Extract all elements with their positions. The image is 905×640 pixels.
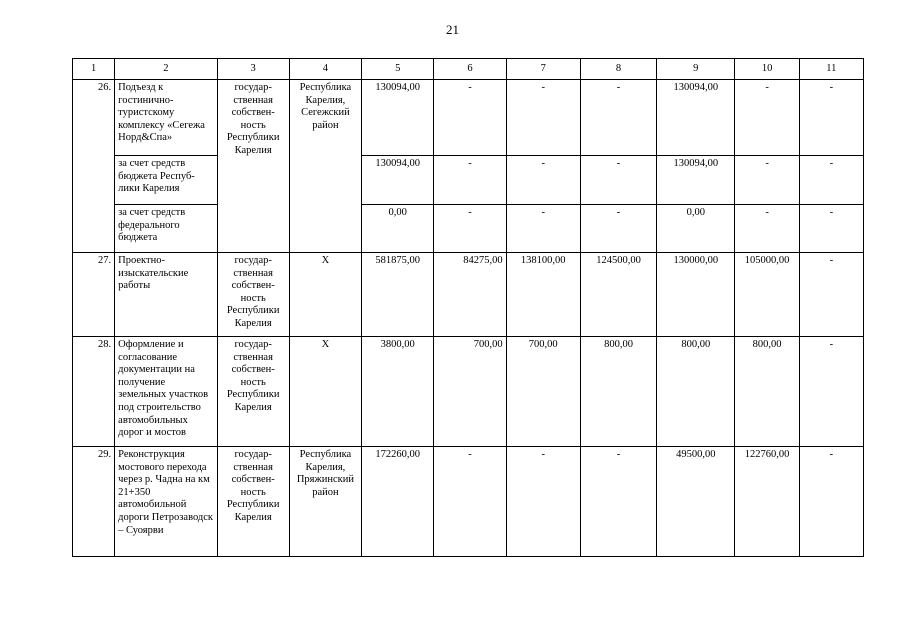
value-cell: - — [506, 80, 580, 156]
value-cell: 122760,00 — [735, 447, 799, 557]
value-cell: - — [799, 447, 863, 557]
column-header: 5 — [362, 59, 434, 80]
value-cell: 581875,00 — [362, 253, 434, 337]
value-cell: 130000,00 — [657, 253, 735, 337]
value-cell: 800,00 — [657, 337, 735, 447]
ownership-cell: государ-ственная собствен-ность Республики Карелия — [217, 447, 289, 557]
location-cell: Республика Карелия, Пряжинский район — [289, 447, 361, 557]
value-cell: - — [580, 80, 656, 156]
funding-source: за счет средств федерального бюджета — [115, 205, 217, 253]
value-cell: 800,00 — [580, 337, 656, 447]
row-number: 26. — [73, 80, 115, 253]
column-header: 7 — [506, 59, 580, 80]
value-cell: 84275,00 — [434, 253, 506, 337]
value-cell: 130094,00 — [362, 80, 434, 156]
object-name: Проектно-изыскательские работы — [115, 253, 217, 337]
column-header: 9 — [657, 59, 735, 80]
program-table — [72, 58, 864, 557]
column-header: 2 — [115, 59, 217, 80]
table-row — [73, 337, 864, 447]
table-subrow — [73, 205, 864, 253]
row-number: 27. — [73, 253, 115, 337]
value-cell: - — [799, 80, 863, 156]
row-number: 28. — [73, 337, 115, 447]
column-header: 11 — [799, 59, 863, 80]
header-row — [73, 59, 864, 80]
value-cell: - — [735, 205, 799, 253]
value-cell: - — [580, 205, 656, 253]
value-cell: 138100,00 — [506, 253, 580, 337]
value-cell: - — [434, 447, 506, 557]
value-cell: - — [735, 156, 799, 205]
column-header: 1 — [73, 59, 115, 80]
column-header: 8 — [580, 59, 656, 80]
column-header: 6 — [434, 59, 506, 80]
value-cell: 130094,00 — [362, 156, 434, 205]
value-cell: - — [580, 156, 656, 205]
ownership-cell: государ-ственная собствен-ность Республики Карелия — [217, 337, 289, 447]
value-cell: - — [799, 253, 863, 337]
value-cell: 3800,00 — [362, 337, 434, 447]
column-header: 4 — [289, 59, 361, 80]
table-row — [73, 253, 864, 337]
location-cell: Республика Карелия, Сегежский район — [289, 80, 361, 253]
value-cell: 130094,00 — [657, 156, 735, 205]
row-number: 29. — [73, 447, 115, 557]
value-cell: 0,00 — [362, 205, 434, 253]
value-cell: - — [506, 156, 580, 205]
column-header: 3 — [217, 59, 289, 80]
value-cell: 700,00 — [506, 337, 580, 447]
value-cell: - — [434, 205, 506, 253]
value-cell: - — [506, 447, 580, 557]
ownership-cell: государ-ственная собствен-ность Республики Карелия — [217, 253, 289, 337]
object-name: Подъезд к гостинично-туристскому комплексу «Сегежа Норд&Спа» — [115, 80, 217, 156]
value-cell: 49500,00 — [657, 447, 735, 557]
table-subrow — [73, 156, 864, 205]
funding-source: за счет средств бюджета Респуб-лики Карелия — [115, 156, 217, 205]
value-cell: 172260,00 — [362, 447, 434, 557]
value-cell: - — [799, 156, 863, 205]
column-header: 10 — [735, 59, 799, 80]
page-number: 21 — [446, 22, 459, 37]
value-cell: 700,00 — [434, 337, 506, 447]
value-cell: - — [799, 205, 863, 253]
ownership-cell: государ-ственная собствен-ность Республики Карелия — [217, 80, 289, 253]
value-cell: - — [434, 156, 506, 205]
value-cell: 800,00 — [735, 337, 799, 447]
value-cell: 0,00 — [657, 205, 735, 253]
table-row — [73, 447, 864, 557]
value-cell: - — [799, 337, 863, 447]
object-name: Реконструкция мостового перехода через р. Чадна на км 21+350 автомобильной дороги Петрозаводск – Суоярви — [115, 447, 217, 557]
value-cell: - — [735, 80, 799, 156]
value-cell: 130094,00 — [657, 80, 735, 156]
table-row — [73, 80, 864, 156]
value-cell: - — [506, 205, 580, 253]
value-cell: - — [580, 447, 656, 557]
value-cell: 105000,00 — [735, 253, 799, 337]
value-cell: - — [434, 80, 506, 156]
location-cell: Х — [289, 337, 361, 447]
object-name: Оформление и согласование документации на получение земельных участков под строительство автомобильных дорог и мостов — [115, 337, 217, 447]
location-cell: Х — [289, 253, 361, 337]
value-cell: 124500,00 — [580, 253, 656, 337]
